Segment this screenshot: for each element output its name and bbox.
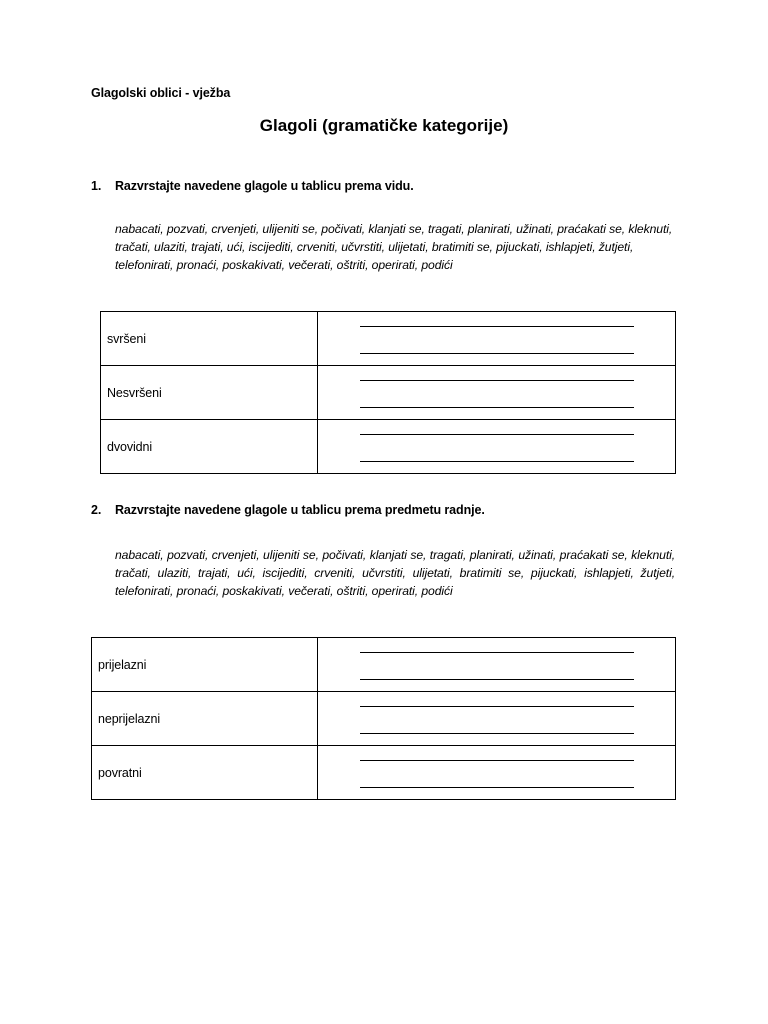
table-row (92, 638, 676, 692)
answer-line[interactable] (360, 787, 634, 788)
answer-line[interactable] (360, 407, 634, 408)
table-row (101, 366, 676, 420)
answer-cell[interactable] (318, 312, 676, 366)
task-2-instruction (91, 503, 485, 517)
answer-cell[interactable] (318, 638, 676, 692)
answer-line[interactable] (360, 434, 634, 435)
object-table (91, 637, 676, 800)
task-number: 2. (91, 503, 102, 517)
table-row (101, 312, 676, 366)
task-text: Razvrstajte navedene glagole u tablicu prema vidu. (115, 179, 414, 193)
task-1-instruction (91, 179, 414, 193)
task-number: 1. (91, 179, 102, 193)
aspect-table (100, 311, 676, 474)
row-label: povratni (92, 746, 318, 800)
table-row (101, 420, 676, 474)
row-label: neprijelazni (92, 692, 318, 746)
answer-cell[interactable] (318, 366, 676, 420)
task-2-word-list: nabacati, pozvati, crvenjeti, ulijeniti se, počivati, klanjati se, tragati, planirati, užinati, praćakati se, kleknuti, tračati, ulaziti, trajati, ući, iscijediti, crveniti, učvrstiti, ulijetati, bratimiti se, pijuckati, ishlapjeti, žutjeti, telefonirati, pronaći, poskakivati, večerati, oštriti, operirati, podići (115, 548, 675, 599)
answer-cell[interactable] (318, 692, 676, 746)
answer-line[interactable] (360, 706, 634, 707)
answer-line[interactable] (360, 652, 634, 653)
answer-line[interactable] (360, 679, 634, 680)
task-1-word-list: nabacati, pozvati, crvenjeti, ulijeniti se, počivati, klanjati se, tragati, planirati, užinati, praćakati se, kleknuti, tračati, ulaziti, trajati, ući, iscijediti, crveniti, učvrstiti, ulijetati, bratimiti se, pijuckati, ishlapjeti, žutjeti, telefonirati, pronaći, poskakivati, večerati, oštriti, operirati, podići (115, 222, 673, 273)
row-label: dvovidni (101, 420, 318, 474)
answer-line[interactable] (360, 733, 634, 734)
answer-line[interactable] (360, 353, 634, 354)
answer-line[interactable] (360, 380, 634, 381)
page-header: Glagolski oblici - vježba (91, 86, 231, 100)
row-label: Nesvršeni (101, 366, 318, 420)
row-label: prijelazni (92, 638, 318, 692)
row-label: svršeni (101, 312, 318, 366)
document-title: Glagoli (gramatičke kategorije) (259, 116, 509, 135)
answer-cell[interactable] (318, 746, 676, 800)
answer-line[interactable] (360, 461, 634, 462)
answer-line[interactable] (360, 326, 634, 327)
answer-line[interactable] (360, 760, 634, 761)
task-text: Razvrstajte navedene glagole u tablicu prema predmetu radnje. (115, 503, 485, 517)
table-row (92, 692, 676, 746)
answer-cell[interactable] (318, 420, 676, 474)
table-row (92, 746, 676, 800)
